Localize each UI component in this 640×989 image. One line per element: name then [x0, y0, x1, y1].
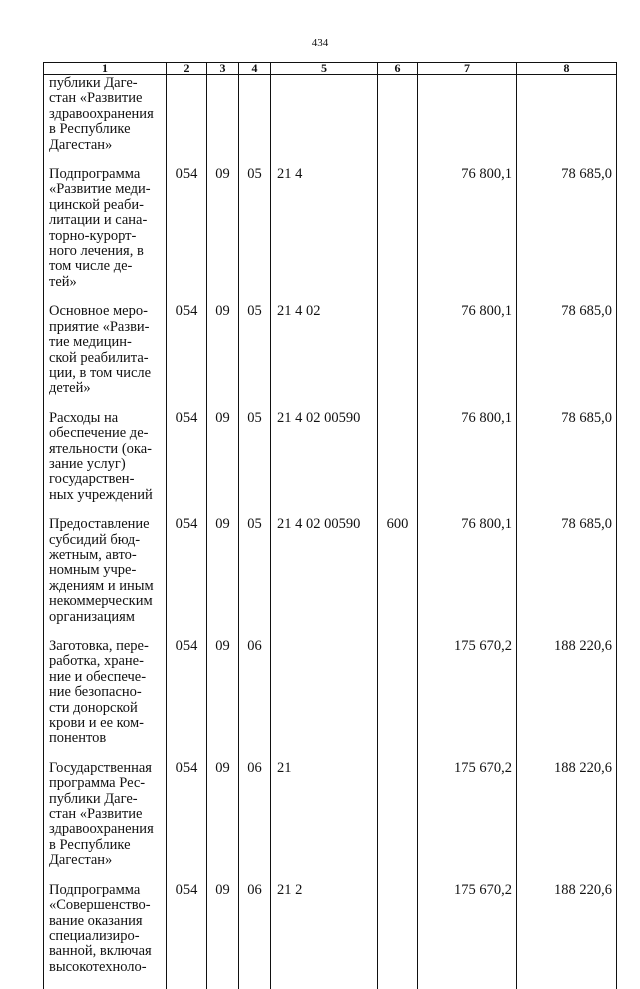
- amount-year-2-cell: 188 220,6: [517, 639, 617, 761]
- item-name-line: Предоставление: [49, 517, 163, 532]
- expense-type-cell: [378, 411, 418, 517]
- item-name-line: ской реабилита-: [49, 351, 163, 366]
- item-name-line: здравоохранения: [49, 107, 163, 122]
- expense-type-cell: [378, 167, 418, 304]
- table-body: [44, 75, 617, 989]
- table-row: [44, 167, 617, 304]
- item-name-line: Расходы на: [49, 411, 163, 426]
- amount-year-2-cell: 188 220,6: [517, 883, 617, 989]
- target-article-cell: [271, 639, 378, 761]
- item-name-cell: [44, 883, 167, 989]
- item-name-cell: [44, 75, 167, 168]
- subsection-code-cell: 05: [239, 304, 271, 410]
- expense-type-cell: [378, 761, 418, 883]
- column-header: 4: [239, 63, 271, 75]
- target-article-cell: 21: [271, 761, 378, 883]
- item-name-line: высокотехноло-: [49, 960, 163, 975]
- item-name-line: «Развитие меди-: [49, 182, 163, 197]
- item-name-line: тие медицин-: [49, 335, 163, 350]
- amount-year-1-cell: 76 800,1: [418, 411, 517, 517]
- item-name-line: детей»: [49, 381, 163, 396]
- item-name-line: публики Даге-: [49, 76, 163, 91]
- column-header: 3: [207, 63, 239, 75]
- item-name-line: обеспечение де-: [49, 426, 163, 441]
- amount-year-2-cell: [517, 75, 617, 168]
- ministry-code-cell: 054: [167, 639, 207, 761]
- item-name-cell: [44, 639, 167, 761]
- expense-type-cell: [378, 883, 418, 989]
- item-name-line: ванной, включая: [49, 944, 163, 959]
- item-name-line: Подпрограмма: [49, 883, 163, 898]
- item-name-line: публики Даге-: [49, 792, 163, 807]
- amount-year-2-cell: 78 685,0: [517, 517, 617, 639]
- column-header: 1: [44, 63, 167, 75]
- column-header: 2: [167, 63, 207, 75]
- subsection-code-cell: 05: [239, 517, 271, 639]
- item-name-cell: [44, 304, 167, 410]
- column-header: 6: [378, 63, 418, 75]
- subsection-code-cell: 06: [239, 761, 271, 883]
- target-article-cell: 21 4: [271, 167, 378, 304]
- section-code-cell: 09: [207, 304, 239, 410]
- item-name-line: стан «Развитие: [49, 91, 163, 106]
- item-name-line: литации и сана-: [49, 213, 163, 228]
- amount-year-2-cell: 78 685,0: [517, 304, 617, 410]
- item-name-line: том числе де-: [49, 259, 163, 274]
- item-name-line: Дагестан»: [49, 138, 163, 153]
- amount-year-1-cell: 175 670,2: [418, 761, 517, 883]
- section-code-cell: 09: [207, 411, 239, 517]
- column-header: 5: [271, 63, 378, 75]
- expense-type-cell: [378, 304, 418, 410]
- ministry-code-cell: 054: [167, 304, 207, 410]
- item-name-line: жетным, авто-: [49, 548, 163, 563]
- item-name-line: понентов: [49, 731, 163, 746]
- amount-year-2-cell: 188 220,6: [517, 761, 617, 883]
- item-name-line: ние и обеспече-: [49, 670, 163, 685]
- ministry-code-cell: 054: [167, 761, 207, 883]
- item-name-line: Подпрограмма: [49, 167, 163, 182]
- table-row: [44, 761, 617, 883]
- amount-year-1-cell: 175 670,2: [418, 883, 517, 989]
- budget-table: [43, 62, 617, 989]
- item-name-line: Дагестан»: [49, 853, 163, 868]
- item-name-line: стан «Развитие: [49, 807, 163, 822]
- subsection-code-cell: 05: [239, 411, 271, 517]
- page-number: 434: [0, 37, 640, 49]
- ministry-code-cell: 054: [167, 167, 207, 304]
- item-name-line: торно-курорт-: [49, 229, 163, 244]
- amount-year-1-cell: 76 800,1: [418, 304, 517, 410]
- item-name-line: цинской реаби-: [49, 198, 163, 213]
- item-name-line: здравоохранения: [49, 822, 163, 837]
- item-name-cell: [44, 167, 167, 304]
- target-article-cell: [271, 75, 378, 168]
- item-name-line: программа Рес-: [49, 776, 163, 791]
- item-name-line: сти донорской: [49, 701, 163, 716]
- amount-year-1-cell: [418, 75, 517, 168]
- amount-year-1-cell: 76 800,1: [418, 167, 517, 304]
- item-name-line: ции, в том числе: [49, 366, 163, 381]
- expense-type-cell: 600: [378, 517, 418, 639]
- item-name-line: ных учреждений: [49, 488, 163, 503]
- amount-year-2-cell: 78 685,0: [517, 411, 617, 517]
- subsection-code-cell: 05: [239, 167, 271, 304]
- amount-year-1-cell: 76 800,1: [418, 517, 517, 639]
- column-header: 8: [517, 63, 617, 75]
- subsection-code-cell: [239, 75, 271, 168]
- table-row: [44, 883, 617, 989]
- item-name-line: работка, хране-: [49, 654, 163, 669]
- item-name-line: вание оказания: [49, 914, 163, 929]
- table-row: [44, 517, 617, 639]
- item-name-line: зание услуг): [49, 457, 163, 472]
- item-name-line: Государственная: [49, 761, 163, 776]
- item-name-cell: [44, 411, 167, 517]
- column-header: 7: [418, 63, 517, 75]
- amount-year-1-cell: 175 670,2: [418, 639, 517, 761]
- table-row: [44, 304, 617, 410]
- item-name-line: ного лечения, в: [49, 244, 163, 259]
- amount-year-2-cell: 78 685,0: [517, 167, 617, 304]
- item-name-line: в Республике: [49, 122, 163, 137]
- item-name-line: некоммерческим: [49, 594, 163, 609]
- table-header-row: [44, 63, 617, 75]
- item-name-line: в Республике: [49, 838, 163, 853]
- item-name-line: Основное меро-: [49, 304, 163, 319]
- section-code-cell: 09: [207, 639, 239, 761]
- item-name-line: тей»: [49, 275, 163, 290]
- section-code-cell: 09: [207, 167, 239, 304]
- target-article-cell: 21 4 02: [271, 304, 378, 410]
- section-code-cell: 09: [207, 883, 239, 989]
- item-name-line: номным учре-: [49, 563, 163, 578]
- expense-type-cell: [378, 75, 418, 168]
- item-name-line: ние безопасно-: [49, 685, 163, 700]
- section-code-cell: 09: [207, 517, 239, 639]
- table-row: [44, 639, 617, 761]
- target-article-cell: 21 4 02 00590: [271, 411, 378, 517]
- subsection-code-cell: 06: [239, 639, 271, 761]
- item-name-line: «Совершенство-: [49, 898, 163, 913]
- ministry-code-cell: 054: [167, 883, 207, 989]
- expense-type-cell: [378, 639, 418, 761]
- item-name-line: ятельности (ока-: [49, 442, 163, 457]
- item-name-line: приятие «Разви-: [49, 320, 163, 335]
- section-code-cell: 09: [207, 761, 239, 883]
- item-name-line: организациям: [49, 610, 163, 625]
- item-name-line: субсидий бюд-: [49, 533, 163, 548]
- item-name-line: Заготовка, пере-: [49, 639, 163, 654]
- item-name-line: ждениям и иным: [49, 579, 163, 594]
- ministry-code-cell: 054: [167, 411, 207, 517]
- section-code-cell: [207, 75, 239, 168]
- subsection-code-cell: 06: [239, 883, 271, 989]
- target-article-cell: 21 2: [271, 883, 378, 989]
- ministry-code-cell: [167, 75, 207, 168]
- table-row: [44, 411, 617, 517]
- table-row: [44, 75, 617, 168]
- item-name-cell: [44, 517, 167, 639]
- item-name-line: государствен-: [49, 472, 163, 487]
- target-article-cell: 21 4 02 00590: [271, 517, 378, 639]
- item-name-cell: [44, 761, 167, 883]
- item-name-line: крови и ее ком-: [49, 716, 163, 731]
- ministry-code-cell: 054: [167, 517, 207, 639]
- item-name-line: специализиро-: [49, 929, 163, 944]
